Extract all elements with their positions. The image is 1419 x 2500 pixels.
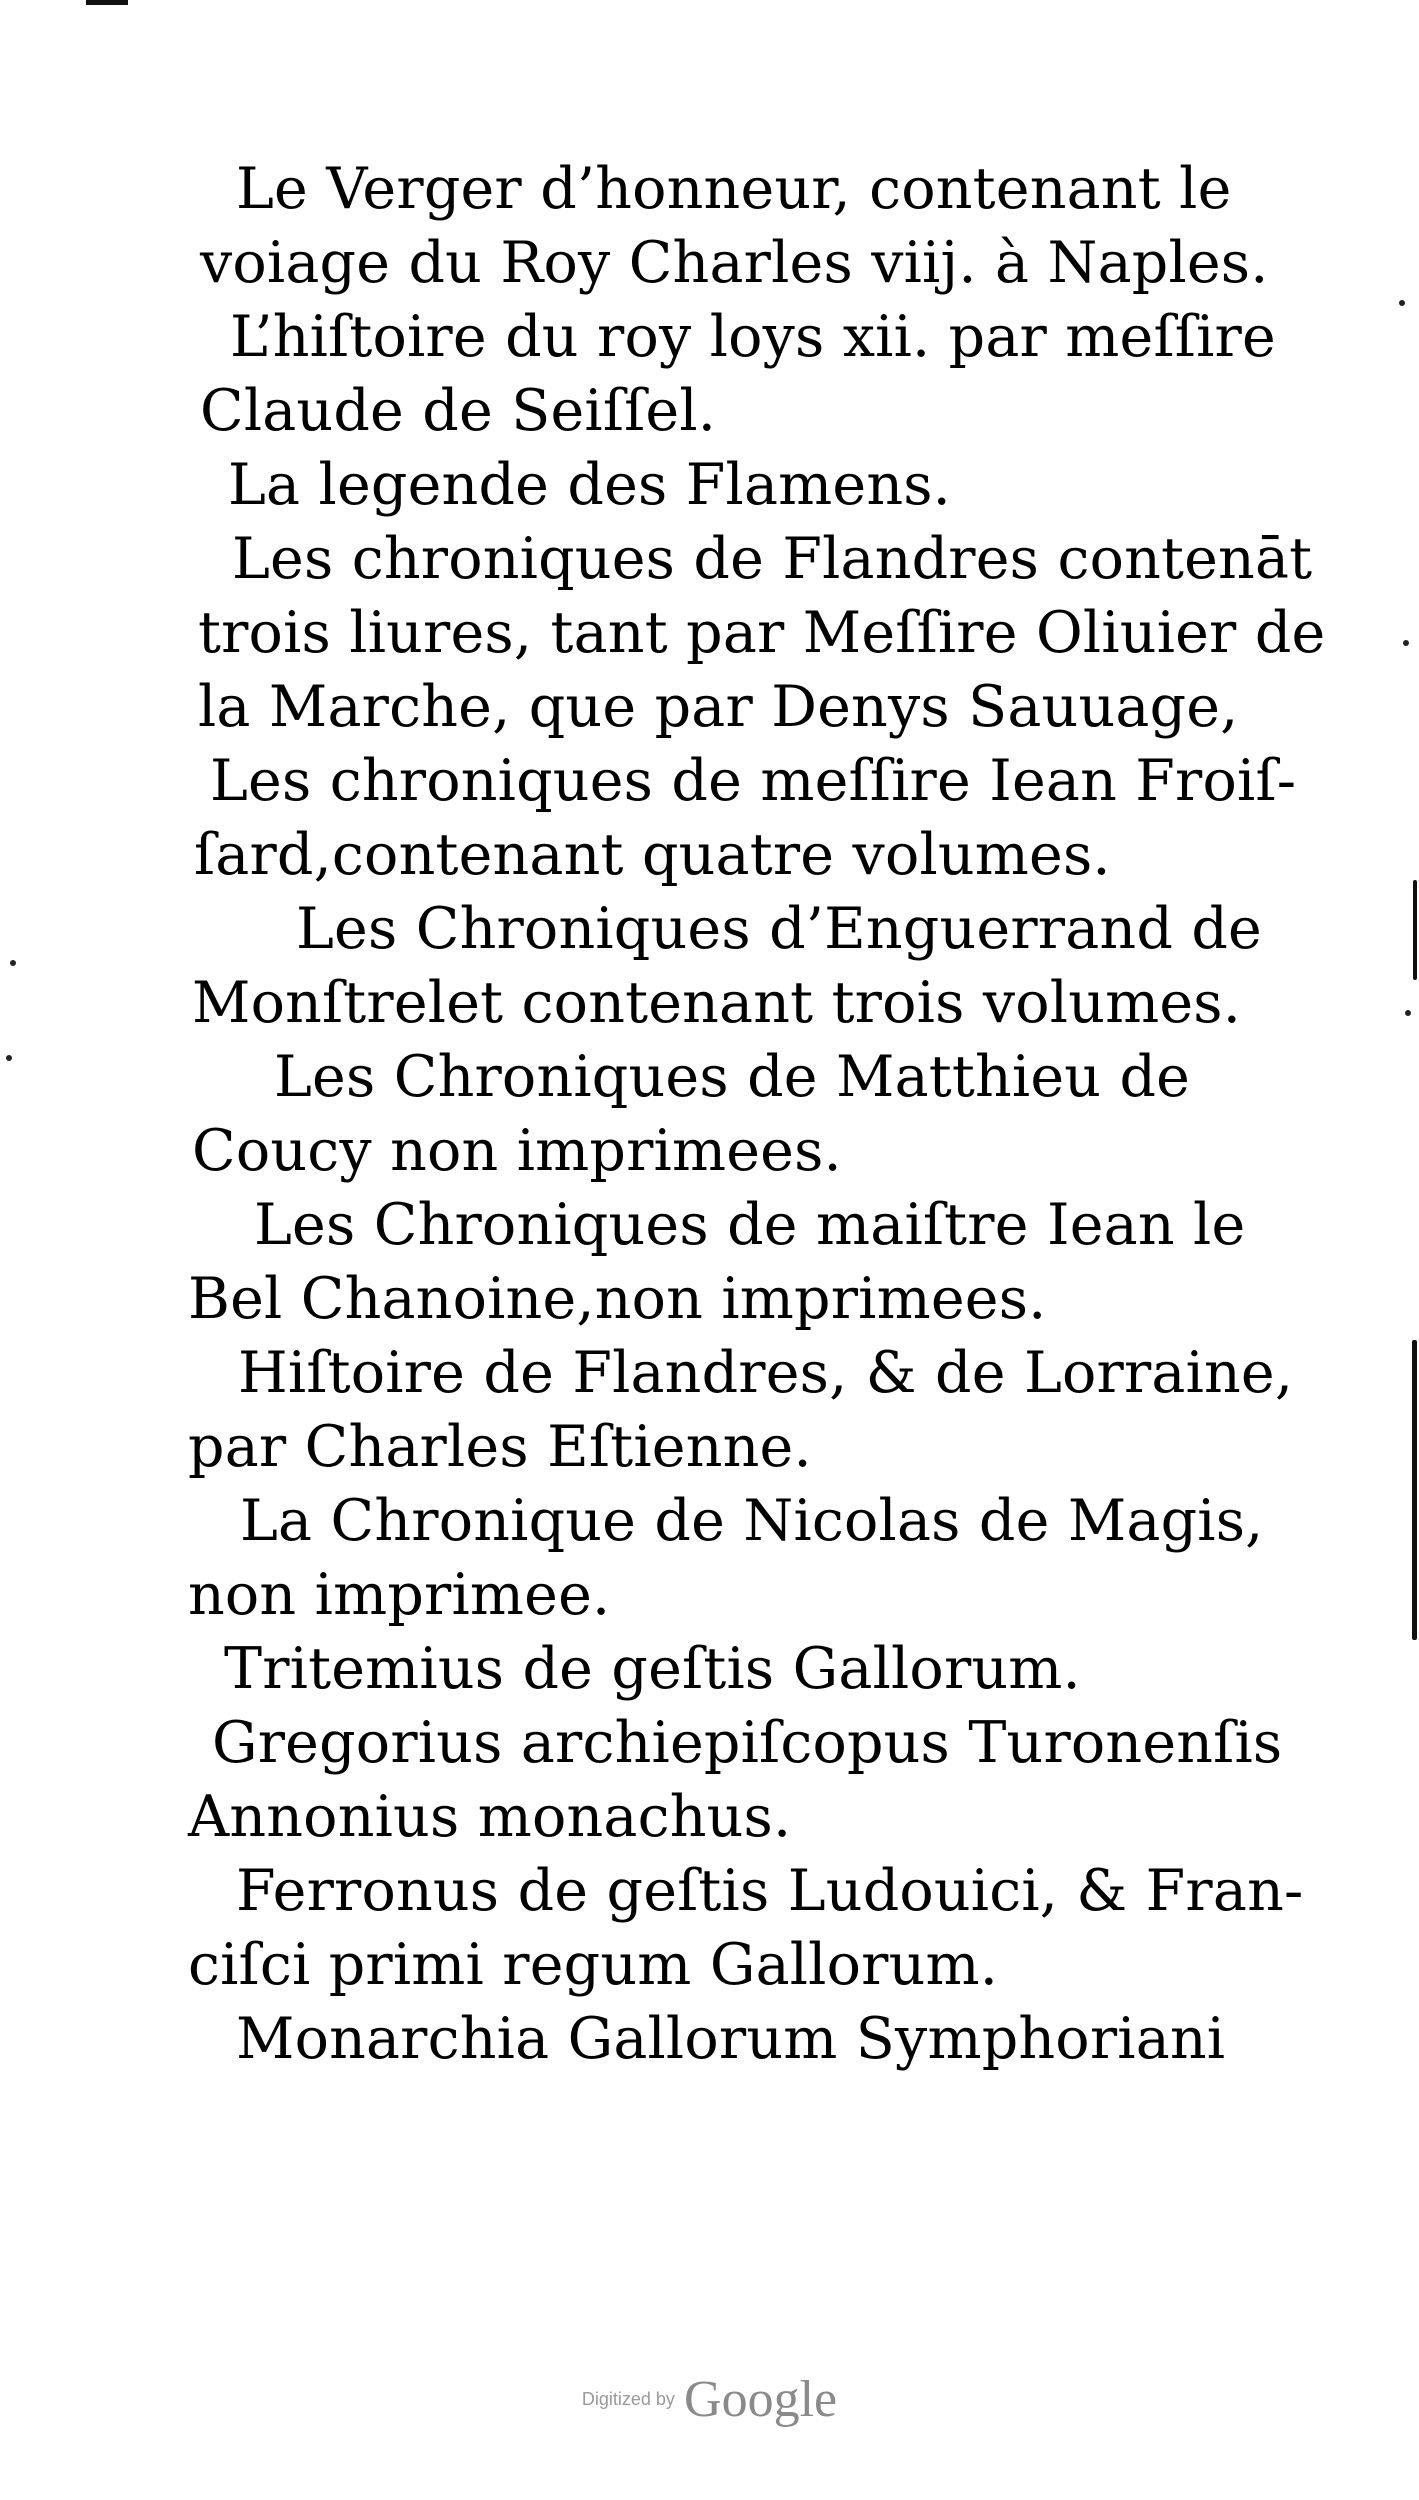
text-line: Coucy non imprimees. xyxy=(192,1118,842,1184)
text-line: Gregorius archiepiſcopus Turonenſis xyxy=(212,1710,1283,1776)
text-line: Bel Chanoine,non imprimees. xyxy=(188,1266,1047,1332)
text-line: Tritemius de geſtis Gallorum. xyxy=(224,1636,1081,1702)
text-line: par Charles Eſtienne. xyxy=(188,1414,812,1480)
text-line: Monſtrelet contenant trois volumes. xyxy=(192,970,1242,1036)
scan-speck xyxy=(1403,640,1409,646)
text-line: Les Chroniques de Matthieu de xyxy=(274,1044,1191,1110)
google-logo: Google xyxy=(684,2371,838,2428)
text-line: Ferronus de geſtis Ludouici, & Fran- xyxy=(236,1858,1304,1924)
text-line: Monarchia Gallorum Symphoriani xyxy=(236,2006,1226,2072)
text-line: non imprimee. xyxy=(188,1562,611,1628)
text-line: la Marche, que par Denys Sauuage, xyxy=(198,674,1239,740)
text-line: Les chroniques de Flandres contenāt xyxy=(232,526,1313,592)
text-line: trois liures, tant par Meſſire Oliuier de xyxy=(198,600,1326,666)
text-line: Le Verger d’honneur, contenant le xyxy=(236,156,1232,222)
scan-speck xyxy=(6,1055,12,1061)
text-line: La legende des Flamens. xyxy=(228,452,952,518)
text-line: La Chronique de Nicolas de Magis, xyxy=(240,1488,1264,1554)
page-edge-mark xyxy=(1412,1340,1417,1640)
scan-speck xyxy=(10,960,16,966)
text-line: Claude de Seiſſel. xyxy=(200,378,717,444)
text-line: Les chroniques de meſſire Iean Froiſ- xyxy=(210,748,1297,814)
scan-mark xyxy=(86,0,128,5)
digitized-by-label: Digitized by xyxy=(581,2389,675,2409)
page-edge-mark xyxy=(1413,880,1417,980)
text-line: Les Chroniques de maiſtre Iean le xyxy=(254,1192,1246,1258)
scan-speck xyxy=(1399,300,1405,306)
text-line: Les Chroniques d’Enguerrand de xyxy=(296,896,1262,962)
text-line: ciſci primi regum Gallorum. xyxy=(188,1932,999,1998)
scan-speck xyxy=(1405,1010,1411,1016)
text-line: Hiſtoire de Flandres, & de Lorraine, xyxy=(238,1340,1294,1406)
text-line: Annonius monachus. xyxy=(188,1784,792,1850)
digitization-watermark xyxy=(0,2370,1419,2429)
page-text xyxy=(184,152,1326,2076)
text-line: ſard,contenant quatre volumes. xyxy=(194,822,1111,888)
text-line: L’hiſtoire du roy loys xii. par meſſire xyxy=(230,304,1276,370)
text-line: voiage du Roy Charles viij. à Naples. xyxy=(200,230,1269,296)
